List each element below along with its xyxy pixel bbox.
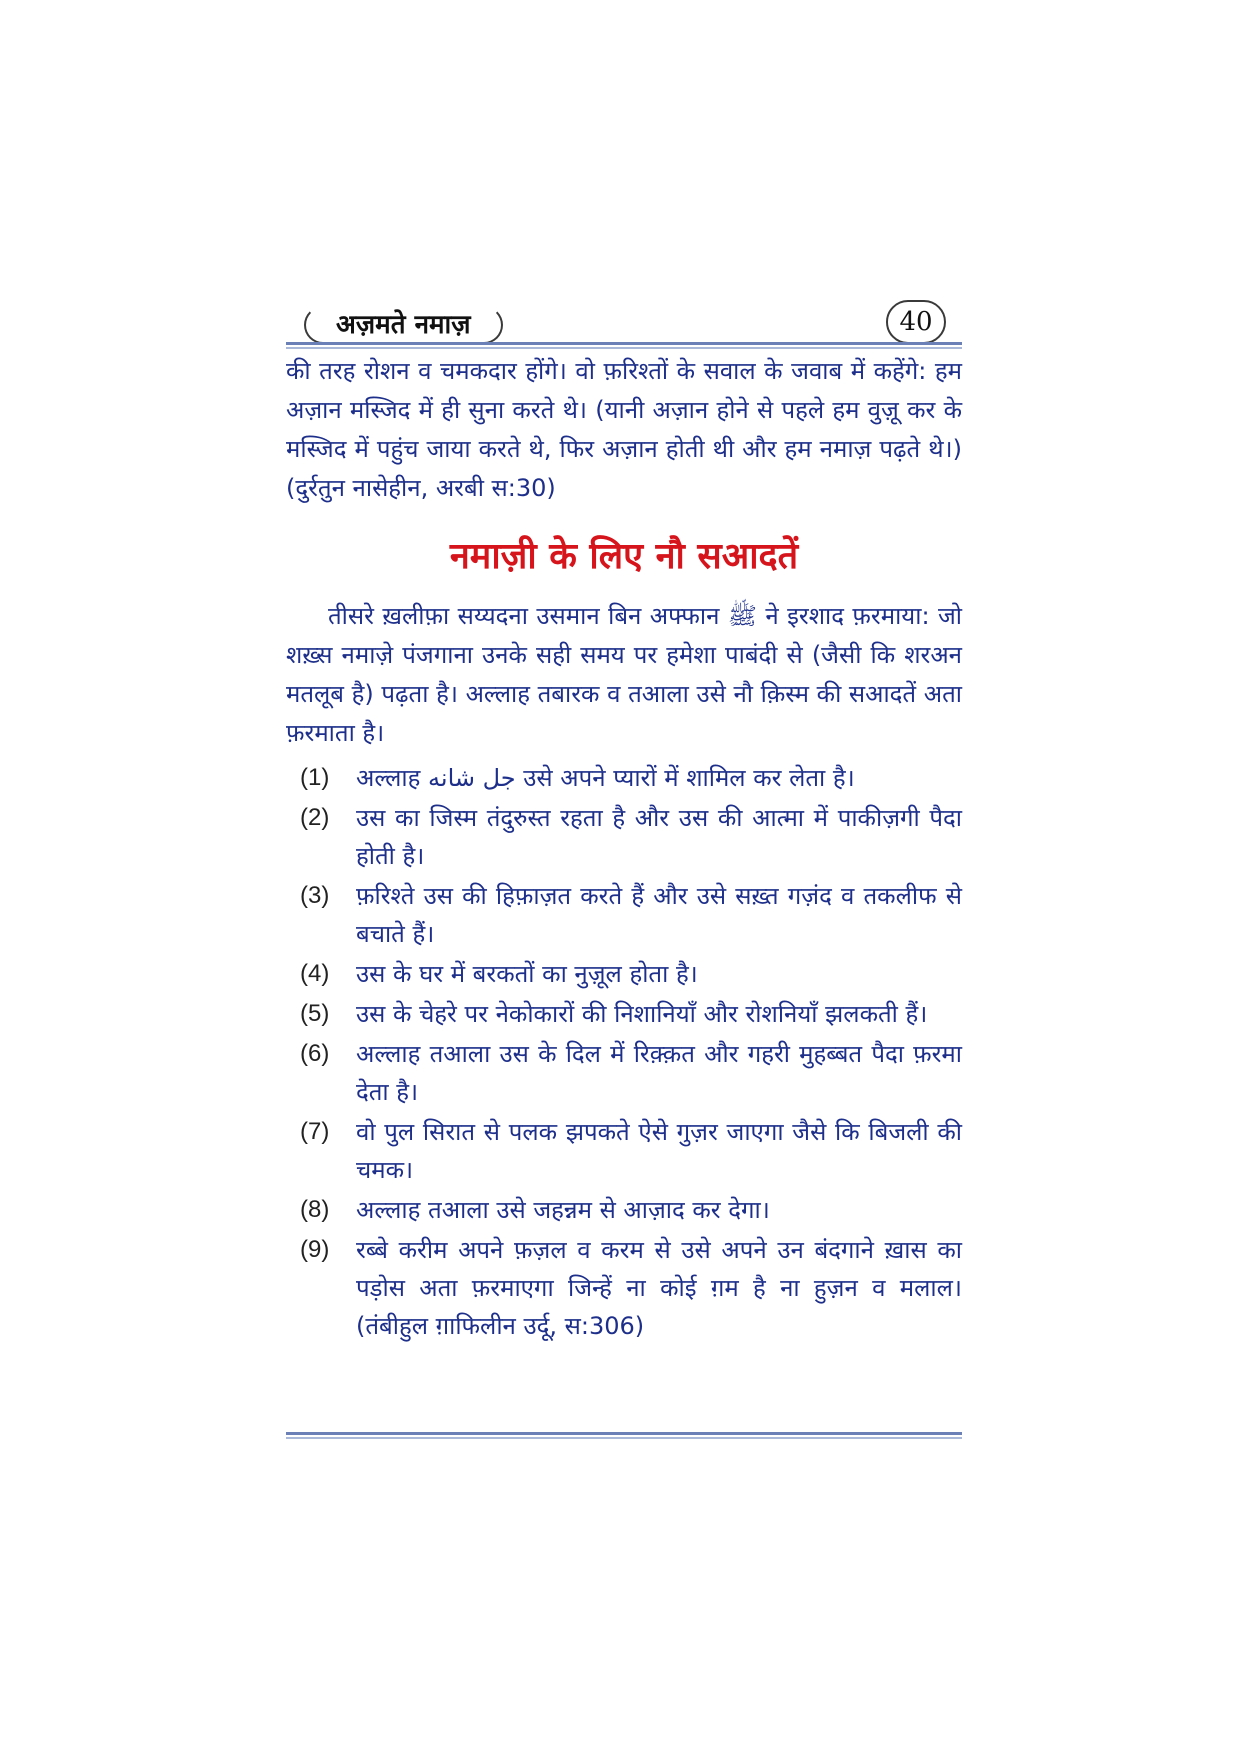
list-item	[286, 799, 962, 875]
section-heading: नमाज़ी के लिए नौ सआदतें	[449, 536, 799, 577]
list-item	[286, 995, 962, 1033]
item-text: उस के घर में बरकतों का नुज़ूल होता है।	[356, 960, 698, 988]
list-item	[286, 877, 962, 953]
continuation-paragraph: की तरह रोशन व चमकदार होंगे। वो फ़रिश्तों के सवाल के जवाब में कहेंगे: हम अज़ान मस्जिद में ही सुना करते थे। (यानी अज़ान होने से पहले हम वुज़ू कर के मस्जिद में पहुंच जाया करते थे, फिर अज़ान होती थी और हम नमाज़ पढ़ते थे।) (दुर्रतुन नासेहीन, अरबी स:30)	[286, 357, 962, 502]
item-text: उस के चेहरे पर नेकोकारों की निशानियाँ और रोशनियाँ झलकती हैं।	[356, 1000, 928, 1028]
item-number: (7)	[300, 1118, 330, 1145]
item-number: (2)	[300, 804, 330, 831]
item-text: अल्लाह جل شانه उसे अपने प्यारों में शामिल कर लेता है।	[356, 764, 855, 792]
item-number: (3)	[300, 882, 330, 909]
page-content	[286, 300, 962, 1347]
item-number: (6)	[300, 1040, 330, 1067]
item-text: वो पुल सिरात से पलक झपकते ऐसे गुज़र जाएगा जैसे कि बिजली की चमक।	[356, 1118, 962, 1184]
intro-paragraph: तीसरे ख़लीफ़ा सय्यदना उसमान बिन अफ्फान ﷺ ने इरशाद फ़रमाया: जो शख़्स नमाज़े पंजगाना उनके सही समय पर हमेशा पाबंदी से (जैसी कि शरअन मतलूब है) पढ़ता है। अल्लाह तबारक व तआला उसे नौ क़िस्म की सआदतें अता फ़रमाता है।	[286, 602, 962, 747]
page-header	[286, 300, 962, 348]
list-item	[286, 1191, 962, 1229]
header-rule-secondary	[286, 347, 962, 349]
footer-rule	[286, 1432, 962, 1435]
list-item	[286, 955, 962, 993]
item-number: (9)	[300, 1236, 330, 1263]
footer-rule-secondary	[286, 1437, 962, 1439]
item-text: फ़रिश्ते उस की हिफ़ाज़त करते हैं और उसे सख़्त गज़ंद व तकलीफ से बचाते हैं।	[356, 882, 962, 948]
item-text: अल्लाह तआला उसे जहन्नम से आज़ाद कर देगा।	[356, 1196, 770, 1224]
list-item	[286, 759, 962, 797]
blessings-list	[286, 759, 962, 1345]
item-number: (8)	[300, 1196, 330, 1223]
list-item	[286, 1035, 962, 1111]
item-text: अल्लाह तआला उस के दिल में रिक़्क़त और गहरी मुहब्बत पैदा फ़रमा देता है।	[356, 1040, 962, 1106]
item-number: (1)	[300, 764, 330, 791]
header-rule	[286, 342, 962, 345]
item-text: उस का जिस्म तंदुरुस्त रहता है और उस की आत्मा में पाकीज़गी पैदा होती है।	[356, 804, 962, 870]
book-title: अज़मते नमाज़	[304, 306, 503, 344]
list-item	[286, 1231, 962, 1345]
item-number: (5)	[300, 1000, 330, 1027]
page-number: 40	[886, 300, 946, 344]
item-text: रब्बे करीम अपने फ़ज़ल व करम से उसे अपने उन बंदगाने ख़ास का पड़ोस अता फ़रमाएगा जिन्हें ना कोई ग़म है ना हुज़न व मलाल। (तंबीहुल ग़ाफिलीन उर्दू, स:306)	[356, 1236, 962, 1340]
list-item	[286, 1113, 962, 1189]
item-number: (4)	[300, 960, 330, 987]
